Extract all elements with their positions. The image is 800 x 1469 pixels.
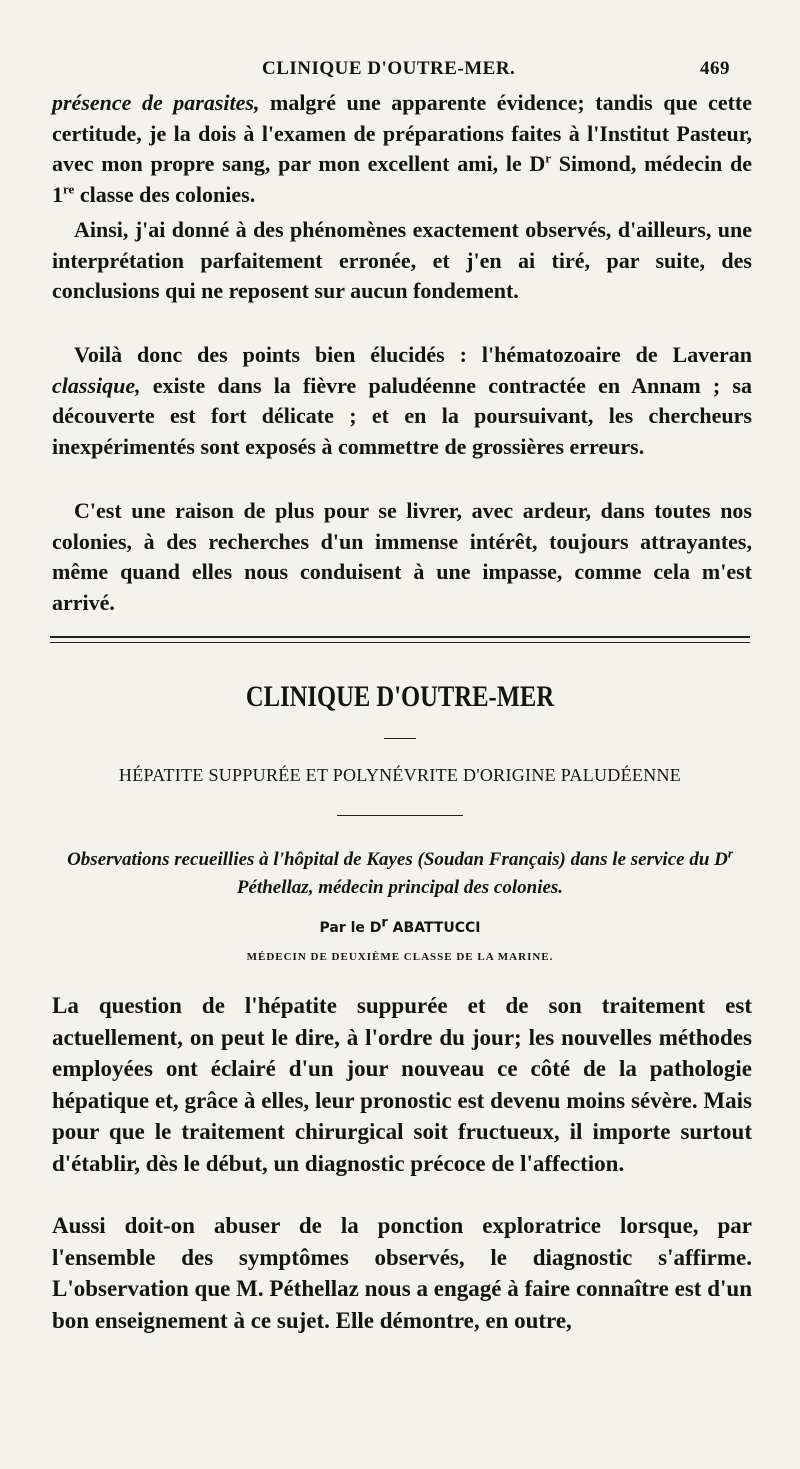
paragraph-2-text: Ainsi, j'ai donné à des phénomènes exactement observés, d'ailleurs, une interprétation parfaitement erronée, et j'en ai tiré, par suite, des conclusions qui ne reposent sur aucun fondement. xyxy=(52,217,752,303)
paragraph-1-italic: présence de parasites, xyxy=(52,90,260,115)
paragraph-1-sup-1: r xyxy=(545,150,552,166)
byline-text-a: Par le D xyxy=(319,920,382,936)
title-rule xyxy=(384,738,416,739)
observations-text-b: Péthellaz, médecin principal des colonies. xyxy=(236,877,564,898)
paragraph-4-text: C'est une raison de plus pour se livrer, avec ardeur, dans toutes nos colonies, à des recherches d'un immense intérêt, toujours attrayantes, même quand elles nous conduisent à une impasse, comme cela m'est arrivé. xyxy=(52,498,752,615)
byline-text-b: ABATTUCCI xyxy=(387,920,481,936)
observations-text-a: Observations recueillies à l'hôpital de Kayes (Soudan Français) dans le service du D xyxy=(67,849,728,870)
section-title: CLINIQUE D'OUTRE-MER xyxy=(245,680,555,713)
paragraph-1-text-c: classe des colonies. xyxy=(74,181,256,207)
observations-note xyxy=(40,846,760,902)
article-paragraph-1-text: La question de l'hépatite suppurée et de son traitement est actuellement, on peut le dire, à l'ordre du jour; les nouvelles méthodes employées ont éclairé d'un jour nouveau ce côté de la pathologie hépatique et, grâce à elles, leur pronostic est devenu moins sévère. Mais pour que le traitement chirurgical soit fructueux, il importe surtout d'établir, dès le début, un diagnostic précoce de l'affection. xyxy=(52,993,752,1176)
paragraph-1-sup-2: re xyxy=(63,181,75,197)
paragraph-3-italic: classique, xyxy=(52,372,141,398)
article-paragraph-2 xyxy=(52,1210,752,1336)
paragraph-1-text-a: malgré une apparente évidence; tandis que cette certitude, je la dois à l'examen de préparations faites à l'Institut Pasteur, avec mon propre sang, par mon excellent ami, le D xyxy=(52,90,752,176)
paragraph-1 xyxy=(52,88,752,210)
paragraph-3 xyxy=(52,340,752,462)
running-head-title: CLINIQUE D'OUTRE-MER. xyxy=(262,58,516,79)
article-paragraph-2-text: Aussi doit-on abuser de la ponction exploratrice lorsque, par l'ensemble des symptômes observés, le diagnostic s'affirme. L'observation que M. Péthellaz nous a engagé à faire connaître est d'un bon enseignement à ce sujet. Elle démontre, en outre, xyxy=(52,1213,752,1333)
article-subtitle: HÉPATITE SUPPURÉE ET POLYNÉVRITE D'ORIGINE PALUDÉENNE xyxy=(118,765,682,785)
section-divider xyxy=(50,636,750,643)
paragraph-2 xyxy=(52,215,752,307)
paragraph-4 xyxy=(52,496,752,618)
article-paragraph-1 xyxy=(52,990,752,1179)
author-byline xyxy=(0,915,800,936)
page-number: 469 xyxy=(700,58,730,79)
author-rank: MÉDECIN DE DEUXIÈME CLASSE DE LA MARINE. xyxy=(246,951,554,963)
paragraph-1-text-b: Simond, médecin de 1 xyxy=(52,151,752,207)
observations-sup: r xyxy=(727,845,733,861)
paragraph-3-text-a: Voilà donc des points bien élucidés : l'hématozoaire de Laveran xyxy=(74,342,752,367)
byline-sup: r xyxy=(381,915,388,931)
paragraph-3-text-b: existe dans la fièvre paludéenne contractée en Annam ; sa découverte est fort délicate ; et en la poursuivant, les chercheurs inexpérimentés sont exposés à commettre de grossières erreurs. xyxy=(52,372,752,459)
subtitle-rule xyxy=(337,815,463,816)
